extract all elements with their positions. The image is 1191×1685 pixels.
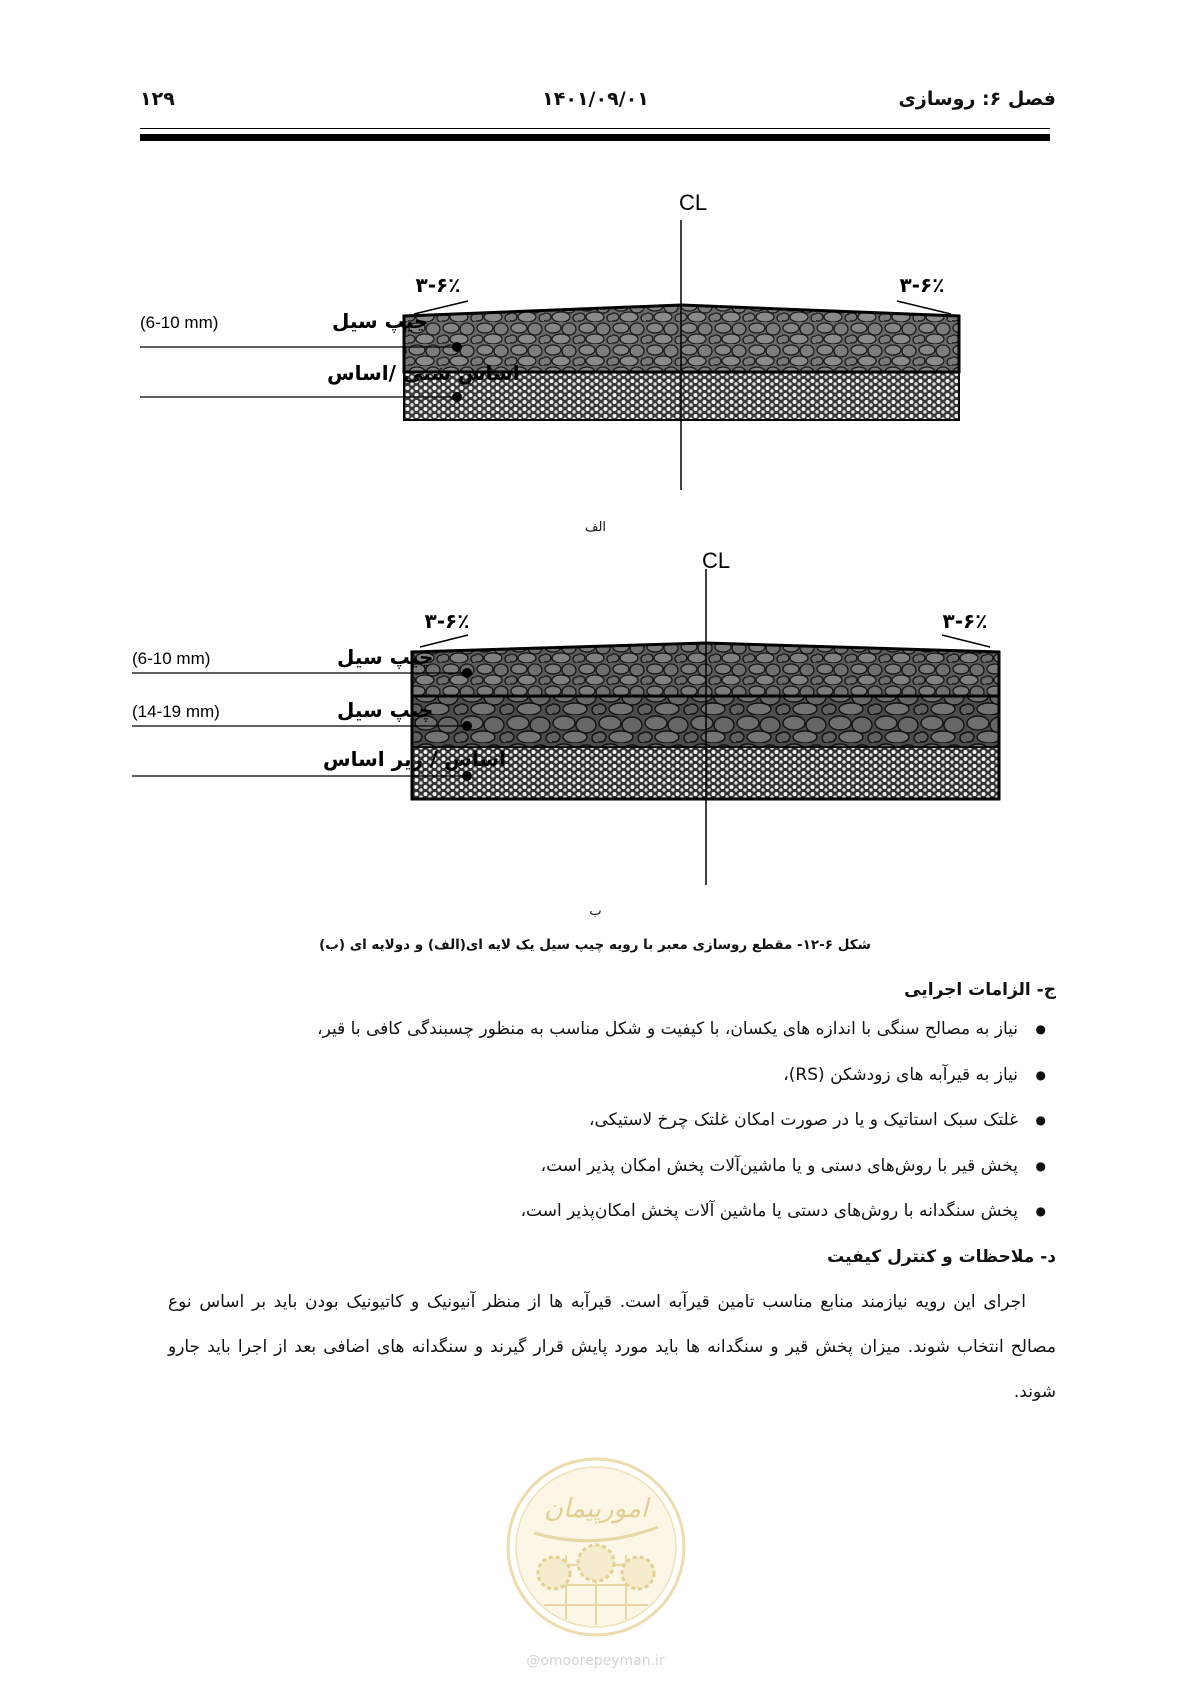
gear-icon xyxy=(622,1557,654,1589)
label-chip2: چیپ سیل xyxy=(337,698,434,722)
label-chip1-size: (6-10 mm) xyxy=(132,649,211,668)
figure-b-subcaption: ب xyxy=(589,904,602,919)
leader-dot-base xyxy=(452,392,462,402)
page-number: ۱۲۹ xyxy=(140,88,175,110)
list-item: ● غلتک سبک استاتیک و یا در صورت امکان غلتک چرخ لاستیکی، xyxy=(156,1104,1056,1150)
leader-dot-chip1 xyxy=(462,668,472,678)
logo-text: امورپیمان xyxy=(543,1494,649,1524)
paragraph-text: اجرای این رویه نیازمند منابع مناسب تامین قیرآبه است. قیرآبه ها از منظر آنیونیک و کاتیونیک بودن باید بر اساس نوع مصالح انتخاب شوند. میزان پخش قیر و سنگدانه ها باید مورد پایش قرار گیرند و سنگدانه های اضافی بعد از اجرا باید جارو شوند. xyxy=(168,1292,1056,1402)
slope-arrow-right xyxy=(942,635,990,647)
section-c-title: ج- الزامات اجرایی xyxy=(904,980,1056,1000)
label-chip-size: (6-10 mm) xyxy=(140,313,219,332)
slope-label-right: ۳-۶٪ xyxy=(899,273,945,297)
quality-control-paragraph xyxy=(168,1280,1056,1415)
header-date: ۱۴۰۱/۰۹/۰۱ xyxy=(542,88,649,110)
slope-label-right: ۳-۶٪ xyxy=(942,609,988,633)
requirements-list xyxy=(156,1013,1056,1241)
figure-b-cross-section xyxy=(0,548,1191,885)
chapter-title: فصل ۶: روسازی xyxy=(898,88,1056,110)
label-chip: چیپ سیل xyxy=(332,309,429,333)
figure-a-subcaption: الف xyxy=(584,520,607,535)
list-item: ● نیاز به مصالح سنگی با اندازه های یکسان، با کیفیت و شکل مناسب به منظور چسبندگی کافی با قیر، xyxy=(156,1013,1056,1059)
list-item: ● نیاز به قیرآبه های زودشکن (RS)، xyxy=(156,1059,1056,1105)
label-base: اساس شنی /اساس xyxy=(327,361,520,385)
slope-label-left: ۳-۶٪ xyxy=(424,609,470,633)
list-item: ● پخش سنگدانه با روش‌های دستی یا ماشین آلات پخش امکان‌پذیر است، xyxy=(156,1195,1056,1241)
list-item: ● پخش قیر با روش‌های دستی و یا ماشین‌آلات پخش امکان پذیر است، xyxy=(156,1150,1056,1196)
header-rule-thick xyxy=(140,134,1050,141)
gear-icon xyxy=(578,1545,614,1581)
figure-a-cross-section xyxy=(0,190,1191,490)
centerline-label: CL xyxy=(678,190,708,215)
label-base: اساس / زیر اساس xyxy=(323,747,506,771)
label-chip2-size: (14-19 mm) xyxy=(132,702,220,721)
gear-icon xyxy=(538,1557,570,1589)
centerline-label: CL xyxy=(701,548,731,573)
leader-dot-chip2 xyxy=(462,721,472,731)
leader-dot-base xyxy=(462,771,472,781)
watermark-logo xyxy=(504,1455,688,1639)
slope-arrow-right xyxy=(897,301,951,314)
section-d-title: د- ملاحظات و کنترل کیفیت xyxy=(827,1247,1056,1267)
watermark-url: @omoorepeyman.ir xyxy=(526,1653,665,1669)
figure-caption: شکل ۶-۱۲- مقطع روسازی معبر با رویه چیپ سیل یک لایه ای(الف) و دولایه ای (ب) xyxy=(319,937,871,953)
slope-label-left: ۳-۶٪ xyxy=(415,273,461,297)
label-chip1: چیپ سیل xyxy=(337,645,434,669)
header-rule-thin xyxy=(140,128,1050,129)
leader-dot-chip xyxy=(452,342,462,352)
